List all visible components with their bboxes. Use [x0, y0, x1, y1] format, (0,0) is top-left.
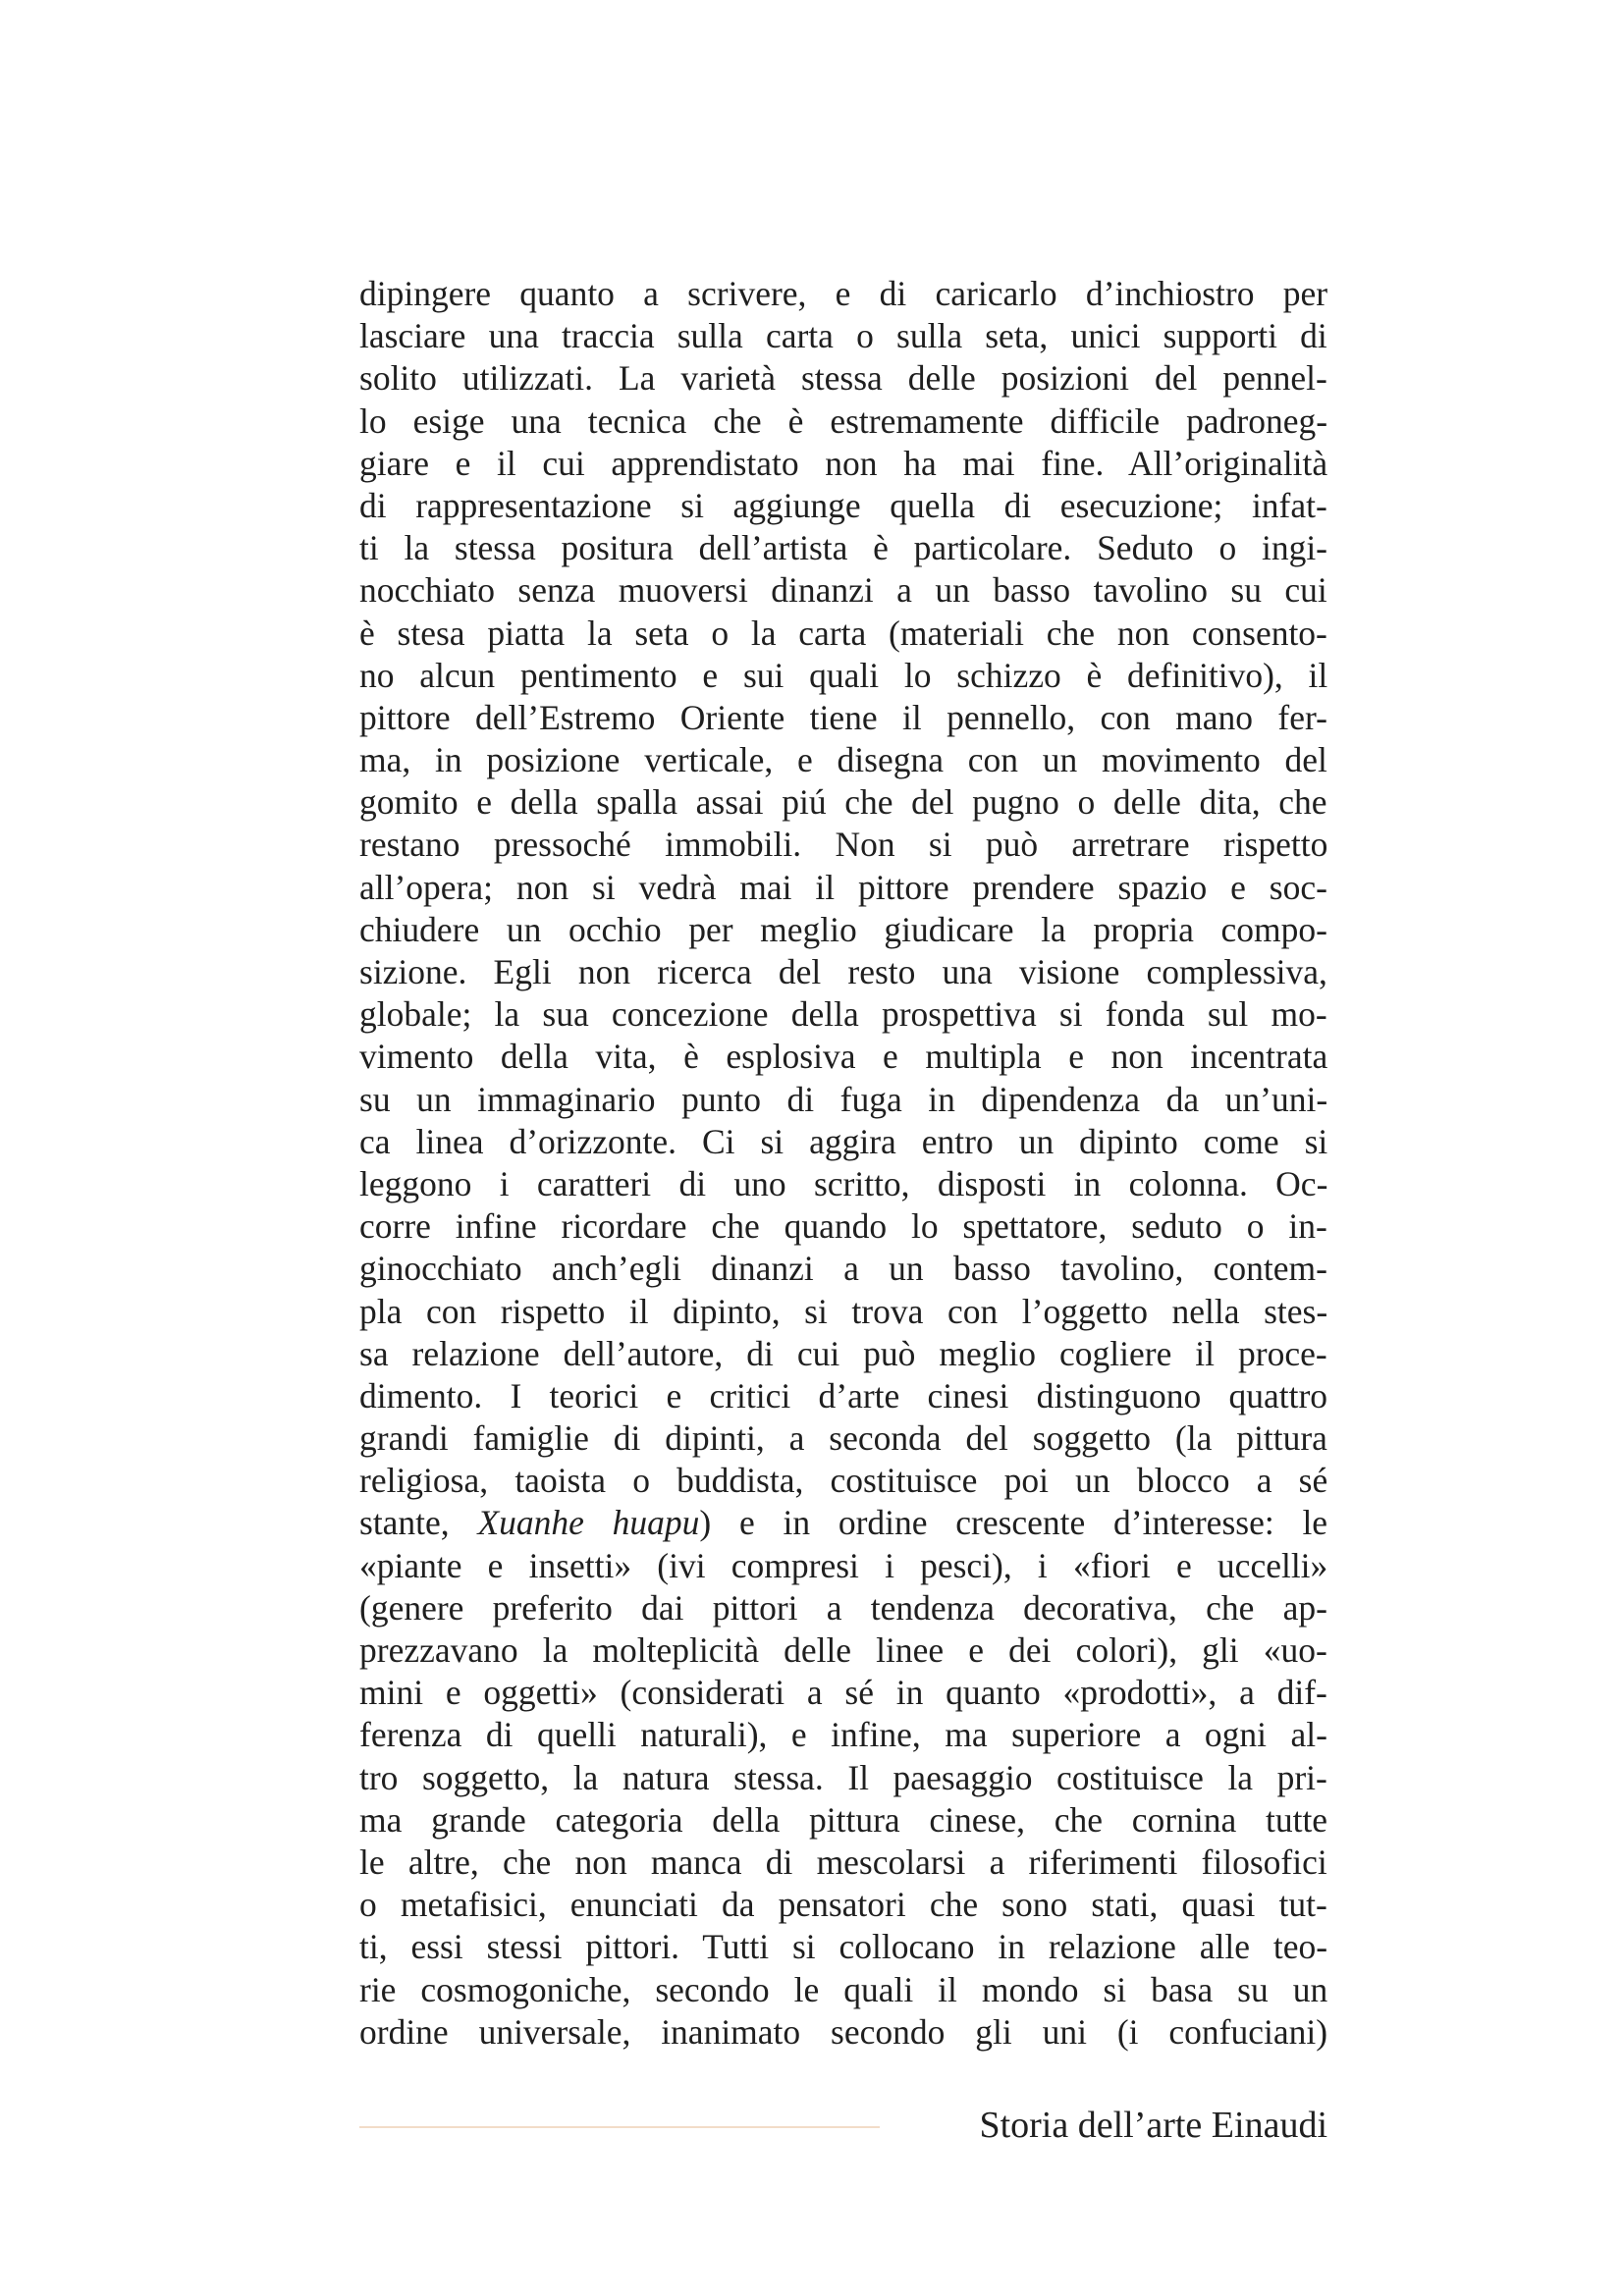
text-line: ferenza di quelli naturali), e infine, ma superiore a ogni al-: [359, 1715, 1327, 1755]
text-line: chiudere un occhio per meglio giudicare la propria compo-: [359, 909, 1327, 949]
text-line: lasciare una traccia sulla carta o sulla seta, unici supporti di: [359, 316, 1327, 356]
footer-title: Storia dell’arte Einaudi: [979, 2105, 1327, 2146]
text-line: le altre, che non manca di mescolarsi a riferimenti filosofici: [359, 1842, 1327, 1882]
text-line: ti, essi stessi pittori. Tutti si collocano in relazione alle teo-: [359, 1927, 1328, 1967]
text-line: ti la stessa positura dell’artista è particolare. Seduto o ingi-: [359, 528, 1328, 568]
text-line: ma grande categoria della pittura cinese, che cornina tutte: [359, 1799, 1328, 1840]
text-line: rie cosmogoniche, secondo le quali il mondo si basa su un: [359, 1969, 1328, 2009]
text-line: giare e il cui apprendistato non ha mai fine. All’originalità: [359, 443, 1328, 483]
text-line: mini e oggetti» (considerati a sé in quanto «prodotti», a dif-: [359, 1673, 1327, 1713]
text-line: sa relazione dell’autore, di cui può meglio cogliere il proce-: [359, 1333, 1327, 1373]
text-line: leggono i caratteri di uno scritto, disposti in colonna. Oc-: [359, 1163, 1328, 1203]
text-line: o metafisici, enunciati da pensatori che sono stati, quasi tut-: [359, 1885, 1327, 1925]
text-line: di rappresentazione si aggiunge quella di esecuzione; infat-: [359, 485, 1327, 525]
text-line: vimento della vita, è esplosiva e multipla e non incentrata: [359, 1037, 1328, 1077]
text-line: corre infine ricordare che quando lo spettatore, seduto o in-: [359, 1206, 1327, 1247]
text-line: lo esige una tecnica che è estremamente difficile padroneg-: [359, 400, 1328, 441]
text-segment: stante,: [359, 1503, 478, 1543]
text-line: pittore dell’Estremo Oriente tiene il pennello, con mano fer-: [359, 697, 1327, 737]
text-line: ma, in posizione verticale, e disegna con un movimento del: [359, 740, 1327, 780]
text-line: dipingere quanto a scrivere, e di caricarlo d’inchiostro per: [359, 274, 1328, 313]
text-line: tro soggetto, la natura stessa. Il paesaggio costituisce la pri-: [359, 1757, 1327, 1797]
text-line: solito utilizzati. La varietà stessa delle posizioni del pennel-: [359, 358, 1327, 399]
text-line: su un immaginario punto di fuga in dipendenza da un’uni-: [359, 1079, 1328, 1119]
body-text: [359, 273, 1327, 2054]
text-line: pla con rispetto il dipinto, si trova con l’oggetto nella stes-: [359, 1291, 1328, 1331]
text-line: è stesa piatta la seta o la carta (materiali che non consento-: [359, 613, 1327, 653]
text-line: dimento. I teorici e critici d’arte cinesi distinguono quattro: [359, 1375, 1328, 1415]
footer-rule: [359, 2126, 880, 2128]
page-footer: [359, 2101, 1327, 2150]
text-line: restano pressoché immobili. Non si può arretrare rispetto: [359, 825, 1328, 865]
text-line: ca linea d’orizzonte. Ci si aggira entro un dipinto come si: [359, 1121, 1328, 1161]
text-line: gomito e della spalla assai piú che del pugno o delle dita, che: [359, 782, 1327, 823]
text-line: globale; la sua concezione della prospettiva si fonda sul mo-: [359, 994, 1327, 1035]
text-line: grandi famiglie di dipinti, a seconda del soggetto (la pittura: [359, 1418, 1327, 1459]
italic-title: Xuanhe huapu: [477, 1503, 700, 1543]
text-line: nocchiato senza muoversi dinanzi a un basso tavolino su cui: [359, 570, 1327, 611]
text-line: all’opera; non si vedrà mai il pittore prendere spazio e soc-: [359, 867, 1327, 907]
text-line: prezzavano la molteplicità delle linee e dei colori), gli «uo-: [359, 1630, 1327, 1670]
text-line: ordine universale, inanimato secondo gli uni (i confuciani): [359, 2011, 1328, 2052]
text-segment: ) e in ordine crescente d’interesse: le: [699, 1503, 1328, 1543]
text-line: «piante e insetti» (ivi compresi i pesci), i «fiori e uccelli»: [359, 1545, 1328, 1585]
text-line: [359, 1502, 1327, 1544]
text-line: (genere preferito dai pittori a tendenza decorativa, che ap-: [359, 1587, 1327, 1628]
text-line: sizione. Egli non ricerca del resto una visione complessiva,: [359, 952, 1327, 991]
text-line: religiosa, taoista o buddista, costituisce poi un blocco a sé: [359, 1461, 1328, 1501]
text-line: ginocchiato anch’egli dinanzi a un basso tavolino, contem-: [359, 1249, 1327, 1289]
text-line: no alcun pentimento e sui quali lo schizzo è definitivo), il: [359, 655, 1328, 695]
